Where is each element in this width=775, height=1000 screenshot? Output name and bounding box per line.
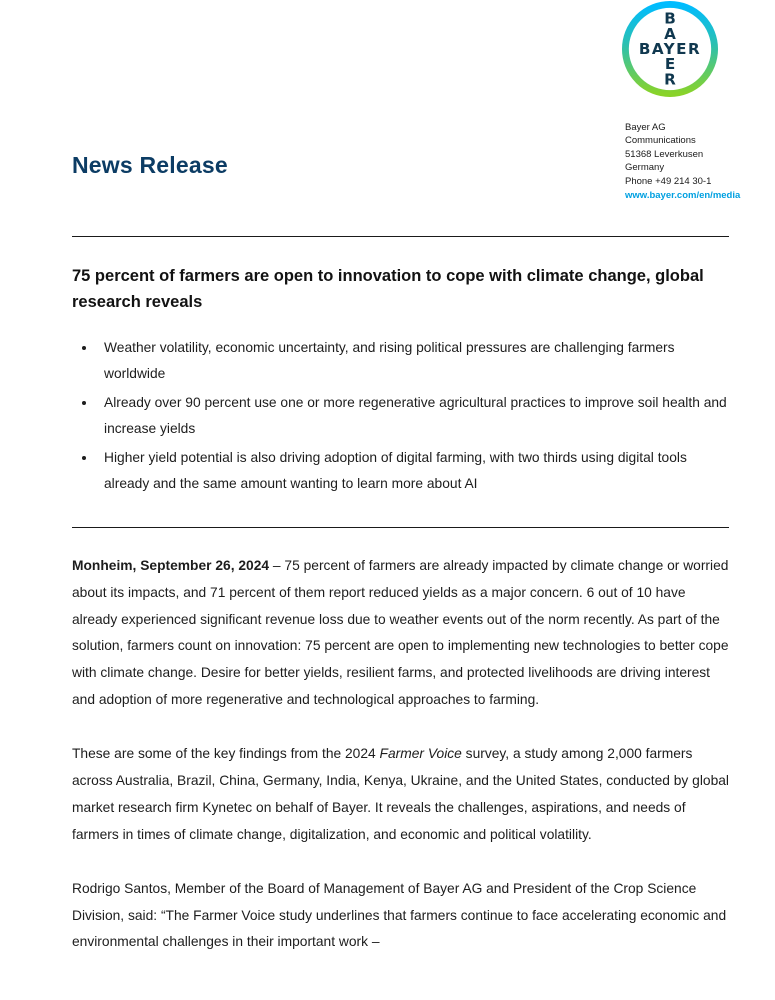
paragraph-dateline-text: – 75 percent of farmers are already impacted by climate change or worried about its impacts, and 71 percent of them report reduced yields as a major concern. 6 out of 10 have already experienced significant revenue loss due to weather events out of the norm recently. As part of the solution, farmers count on innovation: 75 percent are open to implementing new technologies to better cope with climate change. Desire for better yields, resilient farms, and protected livelihoods are driving interest and adoption of more regenerative and technological approaches to farming. xyxy=(72,557,729,708)
key-points-list xyxy=(72,335,729,497)
contact-line-postal: 51368 Leverkusen xyxy=(625,148,704,160)
bayer-cross-icon xyxy=(621,0,719,98)
contact-line-company: Bayer AG xyxy=(625,122,666,133)
paragraph-survey-text-2: survey, a study among 2,000 farmers across Australia, Brazil, China, Germany, India, Kenya, Ukraine, and the United States, conducted by global market research firm Kynetec on behalf of Bayer. It reveals the challenges, aspirations, and needs of farmers in times of climate change, digitalization, and economic and political volatility. xyxy=(72,746,729,842)
contact-line-country: Germany xyxy=(625,162,665,174)
paragraph-quote: Rodrigo Santos, Member of the Board of Management of Bayer AG and President of the Crop Science Division, said: “The Farmer Voice study underlines that farmers continue to face accelerating economic and environmental challenges in their important work – xyxy=(72,880,727,950)
contact-line-phone: Phone +49 214 30-1 xyxy=(625,175,712,187)
bullet-item: • Weather volatility, economic uncertainty, and rising political pressures are challenging farmers worldwide xyxy=(97,335,729,387)
svg-text:BAYER: BAYER xyxy=(638,40,702,58)
dateline: Monheim, September 26, 2024 xyxy=(72,557,270,573)
top-divider xyxy=(72,236,729,237)
mid-divider xyxy=(72,527,729,528)
svg-text:E: E xyxy=(664,55,676,74)
svg-text:B: B xyxy=(664,9,676,28)
bullet-item: • Higher yield potential is also driving adoption of digital farming, with two thirds using digital tools already and the same amount wanting to learn more about AI xyxy=(97,445,729,497)
svg-text:A: A xyxy=(664,24,676,43)
survey-name: Farmer Voice xyxy=(379,746,462,762)
contact-block xyxy=(625,121,740,203)
paragraph-survey-text-1: These are some of the key findings from the 2024 xyxy=(72,746,380,762)
article-content xyxy=(72,236,729,983)
headline: 75 percent of farmers are open to innovation to cope with climate change, global research reveals xyxy=(72,267,704,311)
bayer-logo xyxy=(621,0,719,98)
svg-text:R: R xyxy=(664,70,676,89)
paragraph-survey xyxy=(72,741,729,849)
media-website-link[interactable]: www.bayer.com/en/media xyxy=(625,190,741,202)
paragraph-dateline xyxy=(72,553,729,714)
document-type-title: News Release xyxy=(72,152,228,178)
contact-line-department: Communications xyxy=(625,135,696,147)
bullet-item: • Already over 90 percent use one or more regenerative agricultural practices to improve soil health and increase yields xyxy=(97,390,729,442)
